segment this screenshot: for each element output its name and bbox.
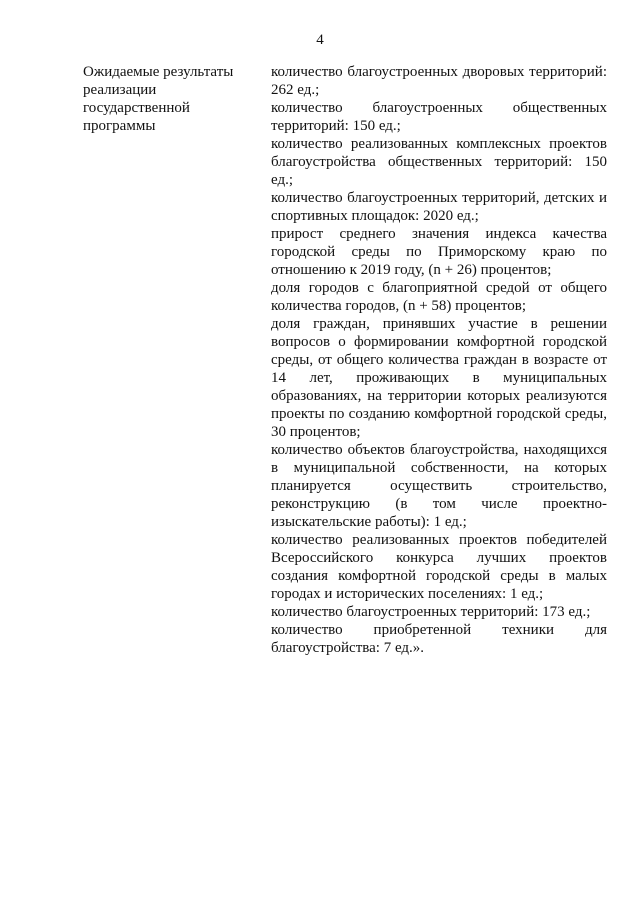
result-item: количество реализованных проектов победителей Всероссийского конкурса лучших проектов создания комфортной городской среды в малых городах и исторических поселениях: 1 ед.;	[271, 532, 607, 602]
result-item: количество приобретенной техники для благоустройства: 7 ед.».	[271, 622, 607, 656]
section-label-line: реализации	[83, 82, 157, 98]
result-item: количество реализованных комплексных проектов благоустройства общественных территорий: 150 ед.;	[271, 136, 607, 188]
section-label-line: программы	[83, 118, 156, 134]
section-label	[83, 63, 253, 135]
result-item: количество благоустроенных территорий, детских и спортивных площадок: 2020 ед.;	[271, 190, 607, 224]
section-label-line: Ожидаемые результаты	[83, 64, 234, 80]
page-number: 4	[316, 32, 324, 48]
results-list	[271, 63, 607, 657]
result-item: количество объектов благоустройства, находящихся в муниципальной собственности, на которых планируется осуществить строительство, реконструкцию (в том числе проектно-изыскательские работы): 1 ед.;	[271, 442, 607, 530]
result-item: доля городов с благоприятной средой от общего количества городов, (n + 58) процентов;	[271, 280, 607, 314]
result-item: прирост среднего значения индекса качества городской среды по Приморскому краю по отношению к 2019 году, (n + 26) процентов;	[271, 226, 607, 278]
result-item: количество благоустроенных дворовых территорий: 262 ед.;	[271, 64, 607, 98]
result-item: количество благоустроенных территорий: 173 ед.;	[271, 604, 591, 620]
section-label-line: государственной	[83, 100, 190, 116]
result-item: количество благоустроенных общественных территорий: 150 ед.;	[271, 100, 607, 134]
result-item: доля граждан, принявших участие в решении вопросов о формировании комфортной городской среды, от общего количества граждан в возрасте от 14 лет, проживающих в муниципальных образованиях, на территории которых реализуются проекты по созданию комфортной городской среды, 30 процентов;	[271, 316, 607, 440]
